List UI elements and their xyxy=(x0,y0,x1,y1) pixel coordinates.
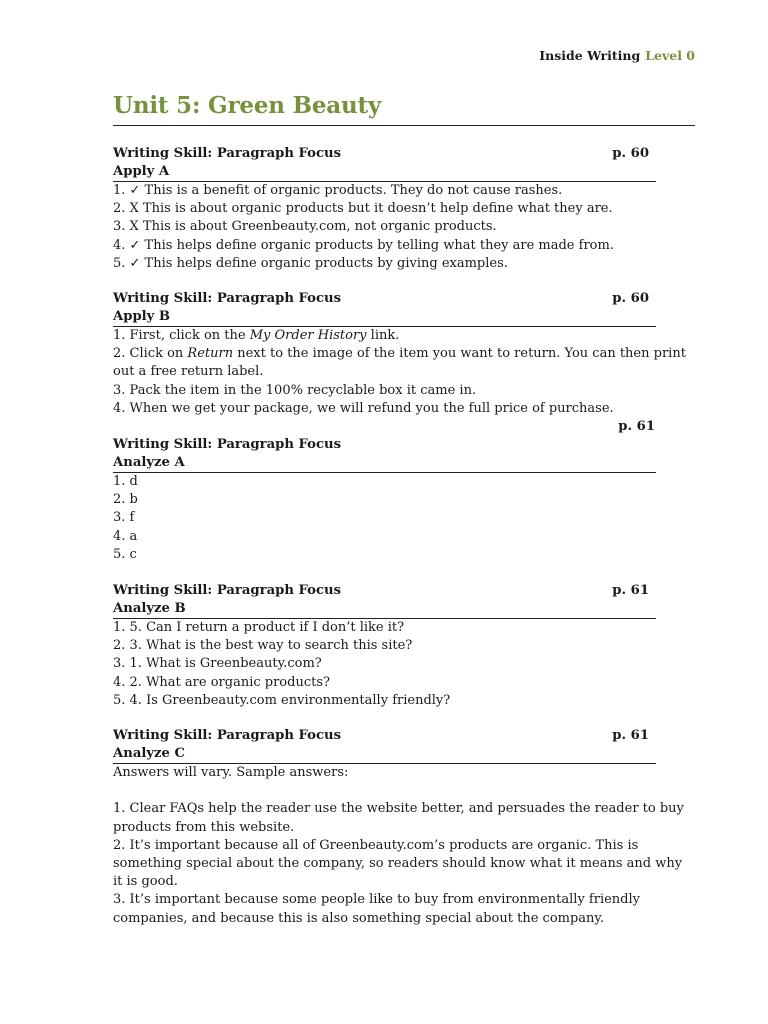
answer-line: 1. ✓ This is a benefit of organic products. They do not cause rashes. xyxy=(113,183,563,198)
skill-heading: Writing Skill: Paragraph Focus xyxy=(113,437,342,452)
answer-emphasis: Return xyxy=(187,346,234,362)
page-title: Unit 5: Green Beauty xyxy=(113,92,382,119)
answer-line: 2. X This is about organic products but it doesn’t help define what they are. xyxy=(113,201,613,217)
answer-text: link. xyxy=(366,328,400,343)
page-reference: p. 60 xyxy=(612,291,649,306)
answer-line: 5. c xyxy=(113,546,137,562)
section-heading xyxy=(113,727,656,764)
answer-line: 2. b xyxy=(113,492,138,508)
answer-line xyxy=(113,345,688,381)
section-analyze-c xyxy=(113,727,688,928)
section-heading xyxy=(113,582,656,619)
answer-emphasis: My Order History xyxy=(249,328,367,343)
exercise-name: Analyze B xyxy=(113,601,186,616)
answer-line: 1. d xyxy=(113,474,138,489)
level-label: Level 0 xyxy=(645,48,695,63)
section-apply-b xyxy=(113,290,688,418)
answer-line: 3. f xyxy=(113,510,135,526)
answer-line: 5. ✓ This helps define organic products by giving examples. xyxy=(113,255,508,271)
answer-paragraph: 2. It’s important because all of Greenbeauty.com’s products are organic. This is something special about the company, so readers should know what it means and why it is good. xyxy=(113,837,683,890)
skill-heading: Writing Skill: Paragraph Focus xyxy=(113,728,342,743)
answer-line: 3. Pack the item in the 100% recyclable box it came in. xyxy=(113,382,477,398)
answer-line: 3. 1. What is Greenbeauty.com? xyxy=(113,656,322,672)
answer-text: next to the image of the item you want to return. You can then print out a free return label. xyxy=(113,346,686,380)
section-heading xyxy=(113,436,656,473)
page-reference: p. 61 xyxy=(618,419,655,434)
answer-text: 2. Click on xyxy=(113,346,188,362)
answer-line: 4. 2. What are organic products? xyxy=(113,674,330,690)
page-reference: p. 61 xyxy=(612,728,649,743)
section-heading xyxy=(113,145,656,182)
blank-line xyxy=(113,782,688,800)
answer-line: 4. ✓ This helps define organic products by telling what they are made from. xyxy=(113,237,614,253)
page-reference: p. 61 xyxy=(612,583,649,598)
section-apply-a xyxy=(113,145,688,273)
title-divider xyxy=(113,125,695,126)
exercise-name: Apply A xyxy=(113,164,170,179)
answer-text: 1. First, click on the xyxy=(113,328,250,343)
answer-line xyxy=(113,327,688,345)
running-header xyxy=(539,48,695,63)
exercise-name: Analyze A xyxy=(113,455,185,470)
answer-paragraph: 3. It’s important because some people like to buy from environmentally friendly companies, and because this is also something special about the company. xyxy=(113,892,640,926)
answer-line: 2. 3. What is the best way to search this site? xyxy=(113,638,413,654)
answer-line: 4. When we get your package, we will refund you the full price of purchase. xyxy=(113,400,614,416)
answer-line: 3. X This is about Greenbeauty.com, not organic products. xyxy=(113,219,497,235)
exercise-name: Analyze C xyxy=(113,746,186,761)
section-analyze-a xyxy=(113,436,688,564)
skill-heading: Writing Skill: Paragraph Focus xyxy=(113,291,342,306)
section-heading xyxy=(113,290,656,327)
skill-heading: Writing Skill: Paragraph Focus xyxy=(113,583,342,598)
exercise-name: Apply B xyxy=(113,309,171,324)
skill-heading: Writing Skill: Paragraph Focus xyxy=(113,146,342,161)
answer-line: 5. 4. Is Greenbeauty.com environmentally friendly? xyxy=(113,692,451,708)
answer-line: 1. 5. Can I return a product if I don’t like it? xyxy=(113,620,405,635)
page-reference: p. 60 xyxy=(612,146,649,161)
answer-line: 4. a xyxy=(113,528,138,544)
answer-intro: Answers will vary. Sample answers: xyxy=(113,765,349,780)
section-analyze-b xyxy=(113,582,688,710)
book-title: Inside Writing xyxy=(539,48,641,63)
answer-paragraph: 1. Clear FAQs help the reader use the website better, and persuades the reader to buy products from this website. xyxy=(113,801,684,835)
